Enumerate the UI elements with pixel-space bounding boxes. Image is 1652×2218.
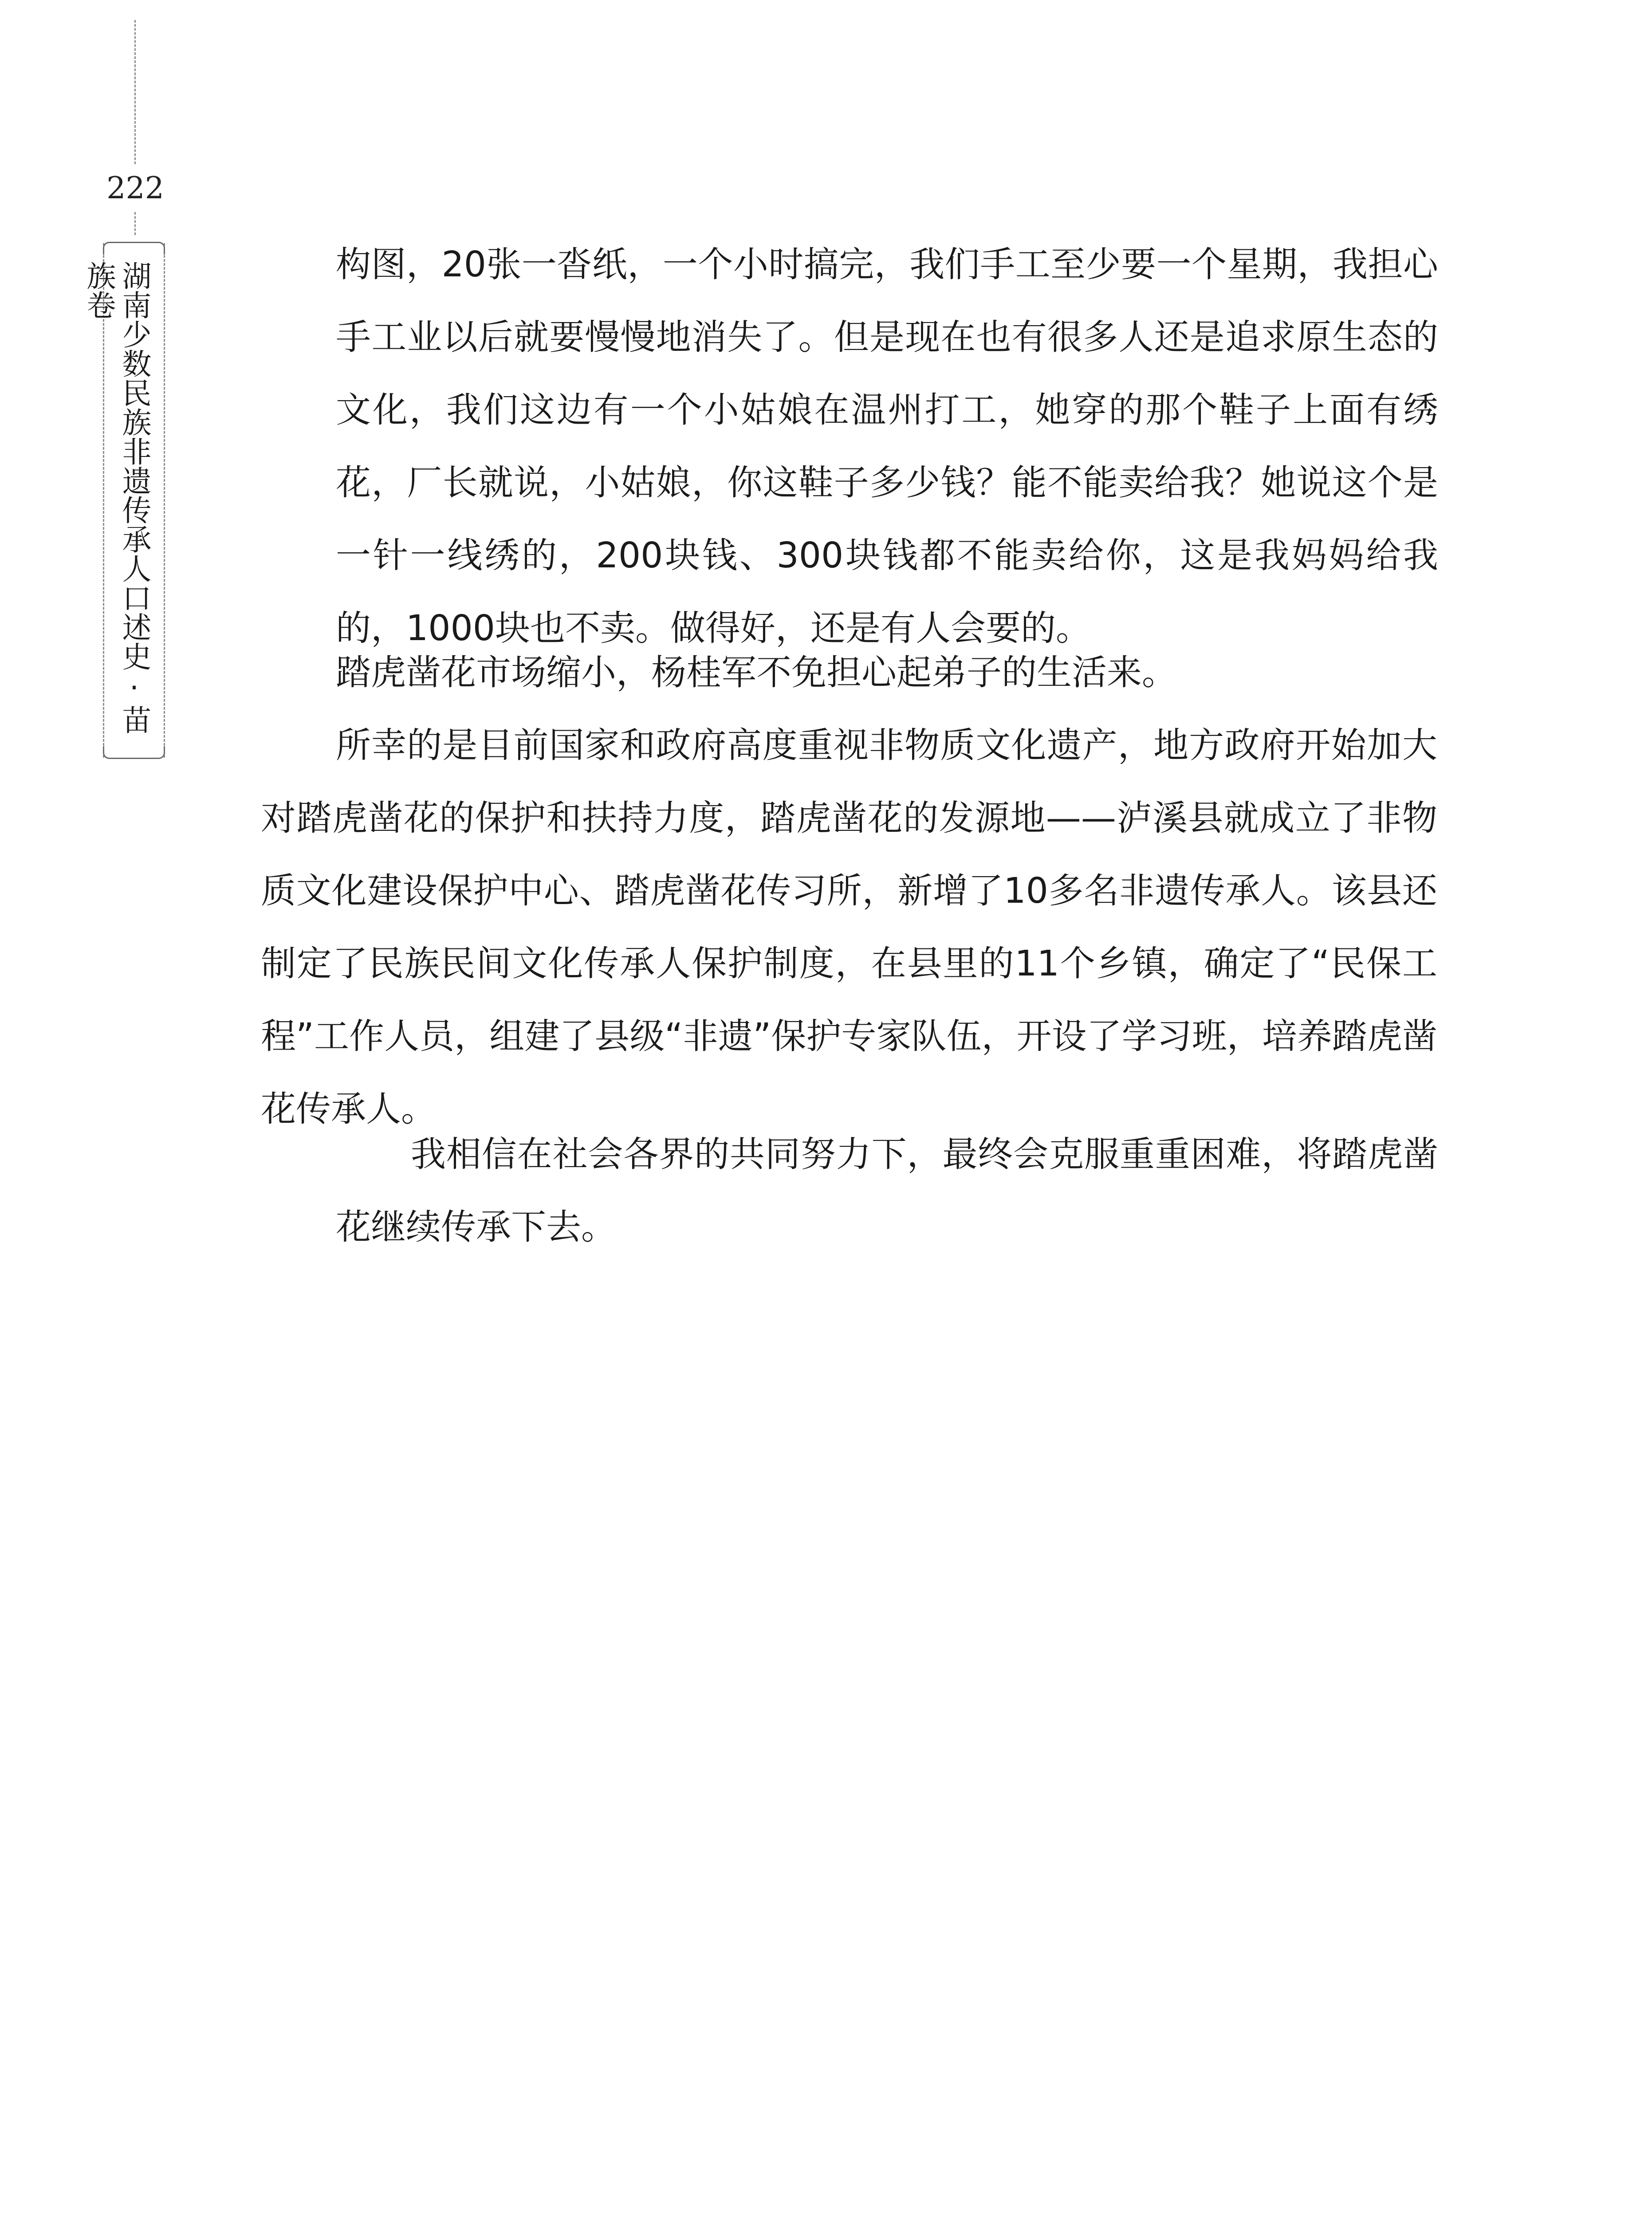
running-title-frame xyxy=(82,243,165,758)
quote-paragraph: 构图，20张一沓纸，一个小时搞完，我们手工至少要一个星期，我担心手工业以后就要慢慢地消失了。但是现在也有很多人还是追求原生态的文化，我们这边有一个小姑娘在温州打工，她穿的那个鞋子上面有绣花，厂长就说，小姑娘，你这鞋子多少钱？能不能卖给我？她说这个是一针一线绣的，200块钱、300块钱都不能卖给你，这是我妈妈给我的，1000块也不卖。做得好，还是有人会要的。 xyxy=(336,244,1438,649)
margin-rule-top xyxy=(134,20,136,164)
body-paragraph-market: 踏虎凿花市场缩小，杨桂军不免担心起弟子的生活来。 xyxy=(336,652,1177,693)
page-number: 222 xyxy=(106,171,164,206)
margin-rule-middle xyxy=(134,212,136,235)
body-paragraph-protection: 所幸的是目前国家和政府高度重视非物质文化遗产，地方政府开始加大对踏虎凿花的保护和扶持力度，踏虎凿花的发源地——泸溪县就成立了非物质文化建设保护中心、踏虎凿花传习所，新增了10多名非遗传承人。该县还制定了民族民间文化传承人保护制度，在县里的11个乡镇，确定了“民保工程”工作人员，组建了县级“非遗”保护专家队伍，开设了学习班，培养踏虎凿花传承人。 xyxy=(261,725,1437,1129)
closing-paragraph: 我相信在社会各界的共同努力下，最终会克服重重困难，将踏虎凿花继续传承下去。 xyxy=(336,1134,1438,1247)
running-title: 湖南少数民族非遗传承人口述史·苗族卷 xyxy=(82,261,151,734)
